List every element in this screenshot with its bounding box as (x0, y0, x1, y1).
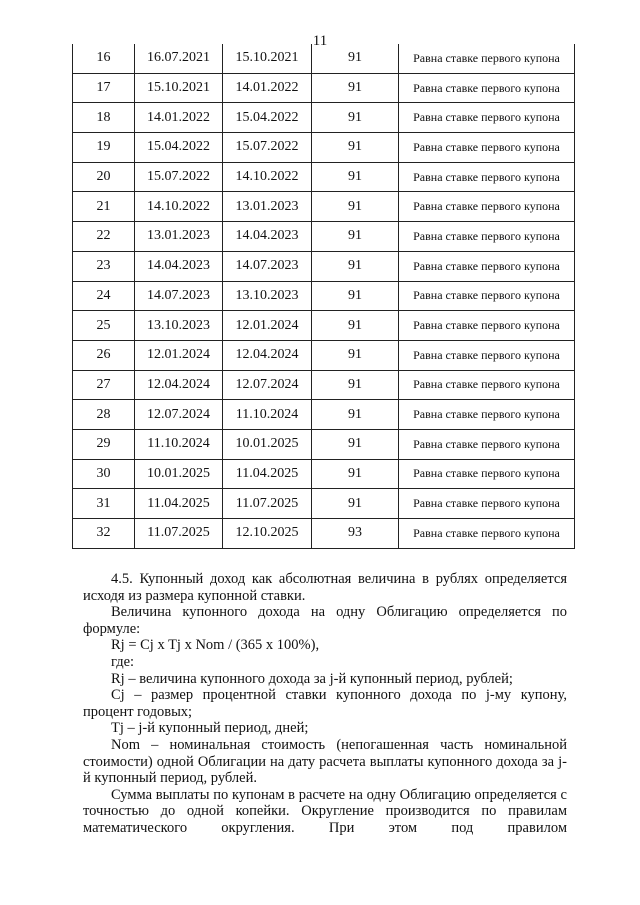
cell-start-date: 12.07.2024 (135, 400, 223, 430)
cell-coupon-number: 21 (73, 192, 135, 222)
cell-coupon-rate: Равна ставке первого купона (399, 44, 575, 73)
cell-coupon-rate: Равна ставке первого купона (399, 370, 575, 400)
coupon-table-body (73, 44, 575, 548)
cell-start-date: 12.04.2024 (135, 370, 223, 400)
cell-end-date: 12.10.2025 (223, 519, 312, 549)
cell-period-days: 91 (312, 429, 399, 459)
table-row (73, 162, 575, 192)
definition-rj: Rj – величина купонного дохода за j-й купонный период, рублей; (111, 670, 513, 687)
cell-period-days: 91 (312, 222, 399, 252)
cell-coupon-rate: Равна ставке первого купона (399, 400, 575, 430)
cell-coupon-number: 17 (73, 73, 135, 103)
formula: Rj = Cj x Tj x Nom / (365 x 100%), (111, 637, 320, 654)
cell-start-date: 11.10.2024 (135, 429, 223, 459)
cell-end-date: 14.01.2022 (223, 73, 312, 103)
cell-coupon-number: 31 (73, 489, 135, 519)
cell-start-date: 10.01.2025 (135, 459, 223, 489)
cell-coupon-rate: Равна ставке первого купона (399, 429, 575, 459)
cell-coupon-rate: Равна ставке первого купона (399, 519, 575, 549)
cell-coupon-rate: Равна ставке первого купона (399, 459, 575, 489)
cell-end-date: 14.04.2023 (223, 222, 312, 252)
cell-coupon-rate: Равна ставке первого купона (399, 340, 575, 370)
cell-coupon-number: 25 (73, 311, 135, 341)
table-row (73, 192, 575, 222)
cell-end-date: 15.10.2021 (223, 44, 312, 73)
cell-start-date: 13.10.2023 (135, 311, 223, 341)
table-row (73, 281, 575, 311)
cell-coupon-number: 30 (73, 459, 135, 489)
cell-coupon-number: 16 (73, 44, 135, 73)
cell-period-days: 91 (312, 459, 399, 489)
cell-start-date: 14.04.2023 (135, 251, 223, 281)
table-row (73, 251, 575, 281)
cell-end-date: 15.07.2022 (223, 133, 312, 163)
cell-coupon-rate: Равна ставке первого купона (399, 222, 575, 252)
cell-start-date: 14.07.2023 (135, 281, 223, 311)
cell-start-date: 12.01.2024 (135, 340, 223, 370)
cell-end-date: 13.10.2023 (223, 281, 312, 311)
cell-period-days: 91 (312, 103, 399, 133)
table-row (73, 370, 575, 400)
cell-coupon-number: 22 (73, 222, 135, 252)
cell-period-days: 91 (312, 370, 399, 400)
cell-start-date: 15.04.2022 (135, 133, 223, 163)
cell-period-days: 91 (312, 340, 399, 370)
cell-coupon-number: 18 (73, 103, 135, 133)
cell-coupon-rate: Равна ставке первого купона (399, 281, 575, 311)
cell-end-date: 10.01.2025 (223, 429, 312, 459)
cell-end-date: 12.01.2024 (223, 311, 312, 341)
cell-coupon-number: 24 (73, 281, 135, 311)
cell-coupon-number: 23 (73, 251, 135, 281)
coupon-schedule-table (72, 44, 575, 549)
cell-period-days: 91 (312, 133, 399, 163)
cell-coupon-number: 26 (73, 340, 135, 370)
cell-end-date: 15.04.2022 (223, 103, 312, 133)
cell-start-date: 11.04.2025 (135, 489, 223, 519)
cell-period-days: 91 (312, 281, 399, 311)
cell-period-days: 91 (312, 400, 399, 430)
table-row (73, 340, 575, 370)
cell-end-date: 11.10.2024 (223, 400, 312, 430)
cell-start-date: 15.07.2022 (135, 162, 223, 192)
cell-start-date: 13.01.2023 (135, 222, 223, 252)
definition-tj: Tj – j-й купонный период, дней; (111, 720, 309, 737)
table-row (73, 429, 575, 459)
cell-coupon-rate: Равна ставке первого купона (399, 133, 575, 163)
table-row (73, 489, 575, 519)
cell-coupon-rate: Равна ставке первого купона (399, 103, 575, 133)
cell-coupon-number: 20 (73, 162, 135, 192)
table-row (73, 311, 575, 341)
page-number: 11 (312, 33, 328, 49)
cell-period-days: 91 (312, 73, 399, 103)
cell-period-days: 91 (312, 251, 399, 281)
cell-period-days: 91 (312, 311, 399, 341)
paragraph-formula-intro: Величина купонного дохода на одну Облигацию определяется по формуле: (83, 604, 567, 637)
paragraph-coupon-income: 4.5. Купонный доход как абсолютная величина в рублях определяется исходя из размера купонной ставки. (83, 571, 567, 604)
cell-period-days: 91 (312, 192, 399, 222)
definition-cj: Cj – размер процентной ставки купонного дохода по j-му купону, процент годовых; (83, 687, 567, 720)
cell-end-date: 14.10.2022 (223, 162, 312, 192)
cell-end-date: 12.07.2024 (223, 370, 312, 400)
cell-coupon-number: 28 (73, 400, 135, 430)
cell-coupon-number: 19 (73, 133, 135, 163)
cell-end-date: 13.01.2023 (223, 192, 312, 222)
cell-start-date: 16.07.2021 (135, 44, 223, 73)
cell-coupon-rate: Равна ставке первого купона (399, 489, 575, 519)
cell-period-days: 91 (312, 44, 399, 73)
cell-coupon-rate: Равна ставке первого купона (399, 311, 575, 341)
cell-coupon-number: 27 (73, 370, 135, 400)
cell-start-date: 15.10.2021 (135, 73, 223, 103)
section-4-5 (83, 571, 567, 837)
cell-coupon-rate: Равна ставке первого купона (399, 73, 575, 103)
cell-start-date: 14.01.2022 (135, 103, 223, 133)
paragraph-rounding: Сумма выплаты по купонам в расчете на одну Облигацию определяется с точностью до одной копейки. Округление производится по правилам математического округления. При этом под правилом (83, 786, 567, 836)
table-row (73, 222, 575, 252)
cell-end-date: 14.07.2023 (223, 251, 312, 281)
table-row (73, 519, 575, 549)
cell-end-date: 11.04.2025 (223, 459, 312, 489)
cell-coupon-rate: Равна ставке первого купона (399, 251, 575, 281)
cell-coupon-number: 29 (73, 429, 135, 459)
table-row (73, 400, 575, 430)
cell-start-date: 11.07.2025 (135, 519, 223, 549)
table-row (73, 103, 575, 133)
cell-coupon-number: 32 (73, 519, 135, 549)
cell-period-days: 91 (312, 489, 399, 519)
cell-end-date: 11.07.2025 (223, 489, 312, 519)
cell-period-days: 91 (312, 162, 399, 192)
table-row (73, 44, 575, 73)
definition-nom: Nom – номинальная стоимость (непогашенная часть номинальной стоимости) одной Облигации на дату расчета выплаты купонного дохода за j-й купонный период, рублей. (83, 736, 567, 787)
cell-start-date: 14.10.2022 (135, 192, 223, 222)
formula-where: где: (111, 653, 135, 670)
cell-coupon-rate: Равна ставке первого купона (399, 192, 575, 222)
cell-end-date: 12.04.2024 (223, 340, 312, 370)
table-row (73, 133, 575, 163)
cell-coupon-rate: Равна ставке первого купона (399, 162, 575, 192)
table-row (73, 73, 575, 103)
table-row (73, 459, 575, 489)
cell-period-days: 93 (312, 519, 399, 549)
